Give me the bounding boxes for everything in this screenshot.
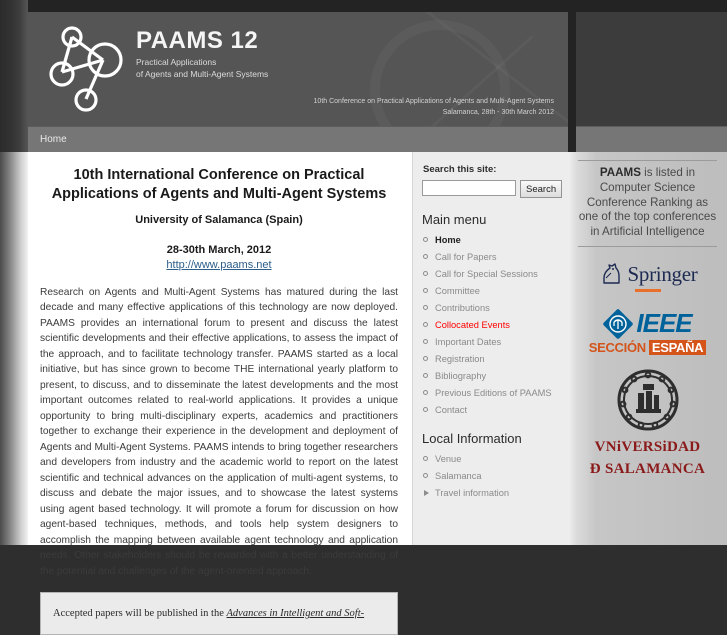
main-menu-list bbox=[422, 234, 560, 417]
sidebar-column bbox=[412, 152, 568, 545]
brand-subtitle-1: Practical Applications bbox=[136, 57, 217, 68]
menu-item-contact[interactable]: Contact bbox=[435, 405, 468, 416]
local-item-travel-information[interactable]: Travel information bbox=[435, 488, 510, 499]
circle-bullet-icon bbox=[423, 271, 428, 276]
list-item[interactable] bbox=[422, 353, 560, 366]
local-item-venue[interactable]: Venue bbox=[435, 454, 462, 465]
main-menu-heading: Main menu bbox=[422, 212, 487, 227]
header-conference-meta bbox=[314, 96, 554, 118]
ieee-section-line bbox=[568, 340, 727, 355]
list-item[interactable] bbox=[422, 470, 560, 483]
local-information-list bbox=[422, 453, 560, 500]
content-area bbox=[28, 152, 568, 620]
list-item[interactable] bbox=[422, 268, 560, 281]
circle-bullet-icon bbox=[423, 339, 428, 344]
ieee-diamond-icon bbox=[603, 309, 633, 339]
menu-item-call-for-special-sessions[interactable]: Call for Special Sessions bbox=[435, 269, 538, 280]
list-item[interactable] bbox=[422, 285, 560, 298]
list-item[interactable] bbox=[422, 336, 560, 349]
list-item[interactable] bbox=[422, 319, 560, 332]
search-form bbox=[422, 180, 560, 198]
list-item[interactable] bbox=[422, 234, 560, 247]
notice-prefix-text: Accepted papers will be published in the bbox=[53, 608, 227, 620]
springer-orange-rule bbox=[635, 289, 661, 292]
search-input[interactable] bbox=[422, 180, 516, 196]
main-column bbox=[28, 152, 412, 620]
ranking-note-text: is listed in Computer Science Conference Ranking as one of the top conferences in Artificial Intelligence bbox=[578, 166, 717, 239]
list-item[interactable] bbox=[422, 370, 560, 383]
usal-seal-icon bbox=[617, 369, 679, 431]
brand-block bbox=[136, 28, 268, 80]
sponsor-column bbox=[568, 0, 727, 545]
circle-bullet-icon bbox=[423, 254, 428, 259]
circle-bullet-icon bbox=[423, 407, 428, 412]
university-line: University of Salamanca (Spain) bbox=[135, 213, 303, 226]
triangle-right-icon bbox=[424, 490, 429, 496]
sponsor-column-header-bg bbox=[568, 0, 727, 152]
menu-item-previous-editions-of-paams[interactable]: Previous Editions of PAAMS bbox=[435, 388, 552, 399]
usal-name-line-2: Ð SALAMANCA bbox=[589, 460, 706, 477]
list-item[interactable] bbox=[422, 487, 560, 500]
menu-item-collocated-events[interactable]: Collocated Events bbox=[435, 320, 510, 331]
nav-item-home[interactable]: Home bbox=[40, 134, 67, 145]
list-item[interactable] bbox=[422, 302, 560, 315]
search-button[interactable]: Search bbox=[520, 180, 562, 198]
ieee-wordmark: IEEE bbox=[636, 308, 692, 339]
circle-bullet-icon bbox=[423, 288, 428, 293]
ranking-note-strong: PAAMS bbox=[599, 166, 641, 179]
left-gutter-bottom bbox=[0, 152, 28, 545]
brand-title: PAAMS 12 bbox=[136, 27, 259, 54]
ranking-note bbox=[578, 160, 717, 247]
list-item[interactable] bbox=[422, 404, 560, 417]
circle-bullet-icon bbox=[423, 373, 428, 378]
list-item[interactable] bbox=[422, 251, 560, 264]
sponsor-navbar-extension bbox=[576, 126, 727, 153]
header-meta-line-2: Salamanca, 28th - 30th March 2012 bbox=[442, 108, 554, 116]
conference-dates: 28-30th March, 2012 bbox=[166, 243, 272, 256]
network-graph-icon bbox=[48, 17, 132, 117]
menu-item-home[interactable]: Home bbox=[435, 235, 461, 245]
local-information-heading: Local Information bbox=[422, 431, 522, 447]
menu-item-important-dates[interactable]: Important Dates bbox=[435, 337, 502, 348]
circle-bullet-icon bbox=[423, 237, 428, 242]
intro-paragraph: Research on Agents and Multi-Agent Systems has matured during the last decade and many effective applications of this technology are now deployed. PAAMS provides an international forum to present and discuss the latest scientific developments and their effective applications, to assess the impact of the approach, and to facilitate technology transfer. PAAMS started as a local initiative, but has since grown to become THE international yearly platform to present, to discuss, and to disseminate the latest developments and the most important outcomes related to real-world applications. It provides a unique opportunity to bring multi-disciplinary experts, academics and practitioners together to exchange their experience in the development and deployment of Agents and Multi-Agent Systems. PAAMS intends to bring together researchers and developers from industry and the academic world to report on the latest scientific and technical advances on the application of multi-agent systems, to discuss and debate the major issues, and to showcase the latest systems using agent based technology. It will promote a forum for discussion on how agent-based techniques, methods, and tools help system designers to accomplish the mapping between available agent technology and application needs. Other stakeholders should be rewarded with a better understanding of the potential and challenges of the agent-oriented approach. bbox=[40, 286, 398, 577]
ieee-seccion-label: SECCIÓN bbox=[588, 340, 646, 356]
search-label: Search this site: bbox=[423, 164, 497, 175]
sponsor-usal[interactable] bbox=[568, 369, 727, 477]
ieee-espana-badge: ESPAÑA bbox=[649, 340, 706, 355]
header-frame bbox=[28, 0, 568, 126]
site-header bbox=[28, 12, 568, 126]
conference-url-wrap bbox=[40, 259, 398, 271]
circle-bullet-icon bbox=[423, 305, 428, 310]
menu-item-registration[interactable]: Registration bbox=[435, 354, 485, 365]
circle-bullet-icon bbox=[423, 456, 428, 461]
local-item-salamanca[interactable]: Salamanca bbox=[435, 471, 482, 482]
primary-navbar bbox=[28, 126, 568, 153]
conference-url-link[interactable]: http://www.paams.net bbox=[166, 258, 272, 271]
notice-proceedings-link[interactable]: Advances in Intelligent and Soft- bbox=[226, 608, 365, 620]
circle-bullet-icon bbox=[423, 473, 428, 478]
brand-subtitle-2: of Agents and Multi-Agent Systems bbox=[136, 68, 269, 79]
accepted-papers-notice bbox=[40, 592, 398, 635]
sponsor-body bbox=[568, 152, 727, 545]
circle-bullet-icon bbox=[423, 356, 428, 361]
circle-bullet-icon bbox=[423, 322, 428, 327]
circle-bullet-icon bbox=[423, 390, 428, 395]
header-meta-line-1: 10th Conference on Practical Applications of Agents and Multi-Agent Systems bbox=[313, 97, 554, 105]
sponsor-springer[interactable] bbox=[568, 261, 727, 287]
list-item[interactable] bbox=[422, 387, 560, 400]
page-title: 10th International Conference on Practical Applications of Agents and Multi-Agent Systems bbox=[51, 167, 387, 202]
springer-knight-icon bbox=[598, 261, 624, 287]
menu-item-bibliography[interactable]: Bibliography bbox=[435, 371, 487, 382]
list-item[interactable] bbox=[422, 453, 560, 466]
menu-item-call-for-papers[interactable]: Call for Papers bbox=[435, 252, 497, 263]
menu-item-committee[interactable]: Committee bbox=[435, 286, 480, 297]
usal-name-line-1: VNiVERSiDAD bbox=[594, 439, 701, 456]
sponsor-ieee[interactable] bbox=[568, 308, 727, 339]
menu-item-contributions[interactable]: Contributions bbox=[435, 303, 490, 314]
sponsor-header-panel bbox=[576, 12, 727, 126]
springer-wordmark: Springer bbox=[627, 261, 698, 286]
